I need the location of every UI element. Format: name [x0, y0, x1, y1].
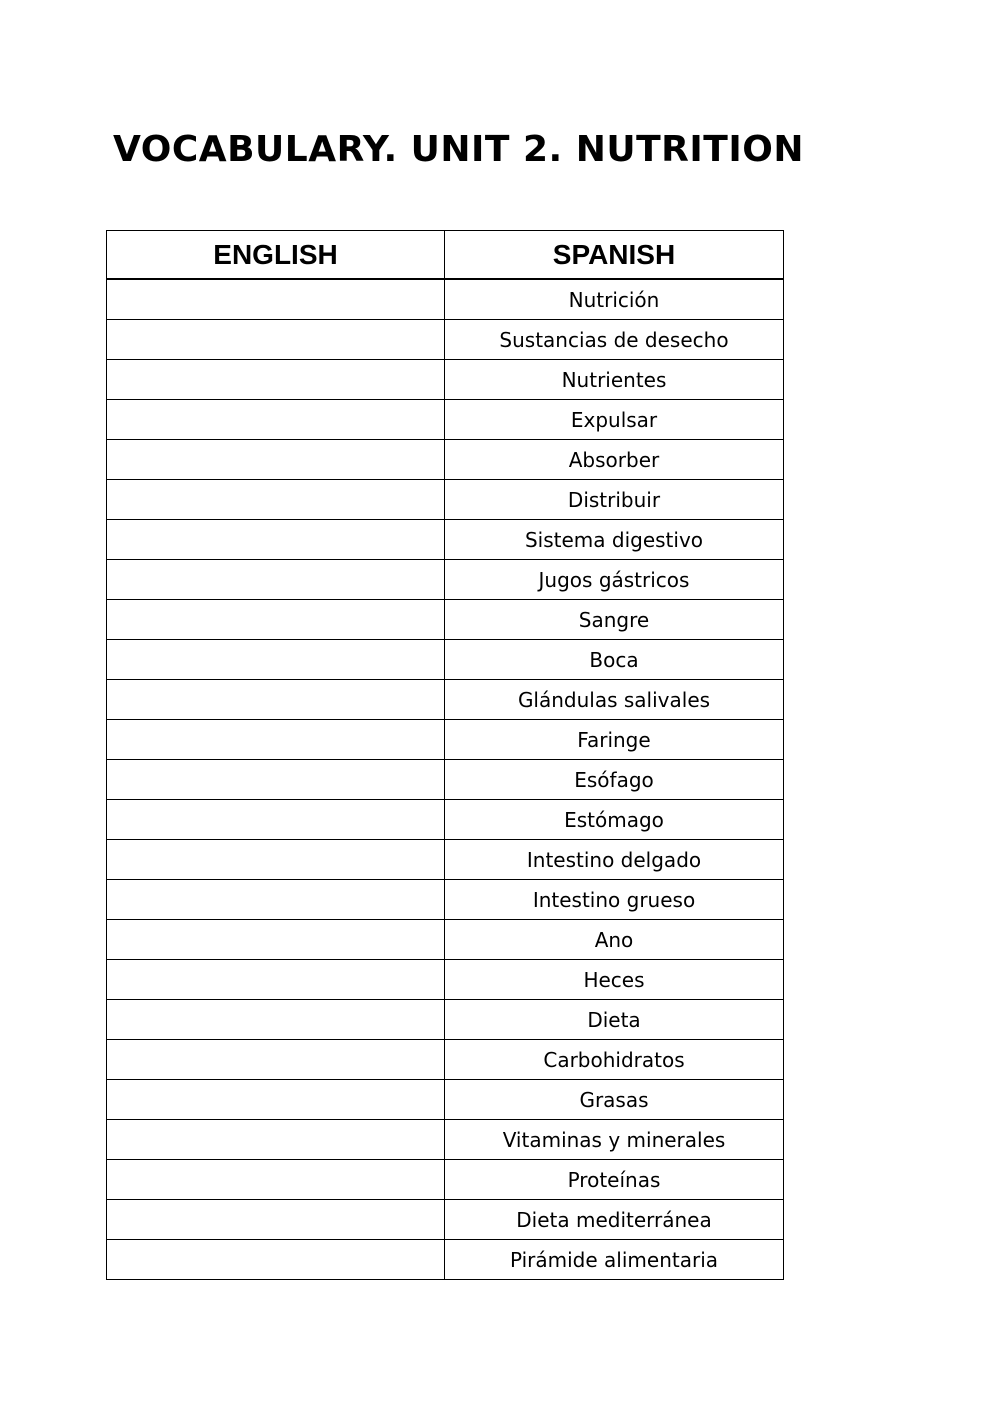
spanish-term-cell: Faringe — [445, 720, 784, 760]
table-row — [107, 1080, 784, 1120]
table-row — [107, 1120, 784, 1160]
table-row — [107, 480, 784, 520]
english-answer-cell[interactable] — [107, 880, 445, 920]
english-answer-cell[interactable] — [107, 440, 445, 480]
spanish-term-cell: Dieta — [445, 1000, 784, 1040]
spanish-term-cell: Intestino grueso — [445, 880, 784, 920]
english-answer-cell[interactable] — [107, 360, 445, 400]
english-answer-cell[interactable] — [107, 640, 445, 680]
english-answer-cell[interactable] — [107, 320, 445, 360]
table-row — [107, 1000, 784, 1040]
english-answer-cell[interactable] — [107, 1080, 445, 1120]
spanish-term-cell: Sangre — [445, 600, 784, 640]
table-row — [107, 920, 784, 960]
english-answer-cell[interactable] — [107, 279, 445, 320]
table-row — [107, 1200, 784, 1240]
table-row — [107, 800, 784, 840]
table-row — [107, 680, 784, 720]
english-answer-cell[interactable] — [107, 1040, 445, 1080]
english-answer-cell[interactable] — [107, 480, 445, 520]
spanish-term-cell: Dieta mediterránea — [445, 1200, 784, 1240]
english-answer-cell[interactable] — [107, 920, 445, 960]
table-row — [107, 440, 784, 480]
english-answer-cell[interactable] — [107, 1000, 445, 1040]
english-answer-cell[interactable] — [107, 840, 445, 880]
spanish-term-cell: Sistema digestivo — [445, 520, 784, 560]
vocabulary-table — [106, 230, 784, 1280]
english-answer-cell[interactable] — [107, 560, 445, 600]
table-row — [107, 960, 784, 1000]
header-spanish: SPANISH — [445, 231, 784, 280]
table-header-row — [107, 231, 784, 280]
header-english: ENGLISH — [107, 231, 445, 280]
spanish-term-cell: Expulsar — [445, 400, 784, 440]
spanish-term-cell: Vitaminas y minerales — [445, 1120, 784, 1160]
spanish-term-cell: Grasas — [445, 1080, 784, 1120]
spanish-term-cell: Proteínas — [445, 1160, 784, 1200]
spanish-term-cell: Estómago — [445, 800, 784, 840]
table-row — [107, 560, 784, 600]
table-row — [107, 760, 784, 800]
spanish-term-cell: Pirámide alimentaria — [445, 1240, 784, 1280]
english-answer-cell[interactable] — [107, 960, 445, 1000]
table-row — [107, 880, 784, 920]
spanish-term-cell: Glándulas salivales — [445, 680, 784, 720]
table-row — [107, 720, 784, 760]
table-row — [107, 279, 784, 320]
table-row — [107, 640, 784, 680]
spanish-term-cell: Intestino delgado — [445, 840, 784, 880]
table-row — [107, 840, 784, 880]
table-row — [107, 1240, 784, 1280]
english-answer-cell[interactable] — [107, 760, 445, 800]
spanish-term-cell: Esófago — [445, 760, 784, 800]
spanish-term-cell: Carbohidratos — [445, 1040, 784, 1080]
table-row — [107, 360, 784, 400]
english-answer-cell[interactable] — [107, 800, 445, 840]
spanish-term-cell: Ano — [445, 920, 784, 960]
spanish-term-cell: Jugos gástricos — [445, 560, 784, 600]
spanish-term-cell: Nutrición — [445, 279, 784, 320]
spanish-term-cell: Sustancias de desecho — [445, 320, 784, 360]
english-answer-cell[interactable] — [107, 680, 445, 720]
english-answer-cell[interactable] — [107, 1120, 445, 1160]
table-row — [107, 1040, 784, 1080]
english-answer-cell[interactable] — [107, 1160, 445, 1200]
table-body — [107, 279, 784, 1280]
spanish-term-cell: Boca — [445, 640, 784, 680]
table-row — [107, 600, 784, 640]
spanish-term-cell: Distribuir — [445, 480, 784, 520]
english-answer-cell[interactable] — [107, 1240, 445, 1280]
spanish-term-cell: Absorber — [445, 440, 784, 480]
english-answer-cell[interactable] — [107, 720, 445, 760]
english-answer-cell[interactable] — [107, 400, 445, 440]
english-answer-cell[interactable] — [107, 600, 445, 640]
table-row — [107, 400, 784, 440]
english-answer-cell[interactable] — [107, 1200, 445, 1240]
table-row — [107, 1160, 784, 1200]
table-row — [107, 320, 784, 360]
spanish-term-cell: Nutrientes — [445, 360, 784, 400]
english-answer-cell[interactable] — [107, 520, 445, 560]
spanish-term-cell: Heces — [445, 960, 784, 1000]
table-row — [107, 520, 784, 560]
page-title: VOCABULARY. UNIT 2. NUTRITION — [113, 129, 804, 170]
